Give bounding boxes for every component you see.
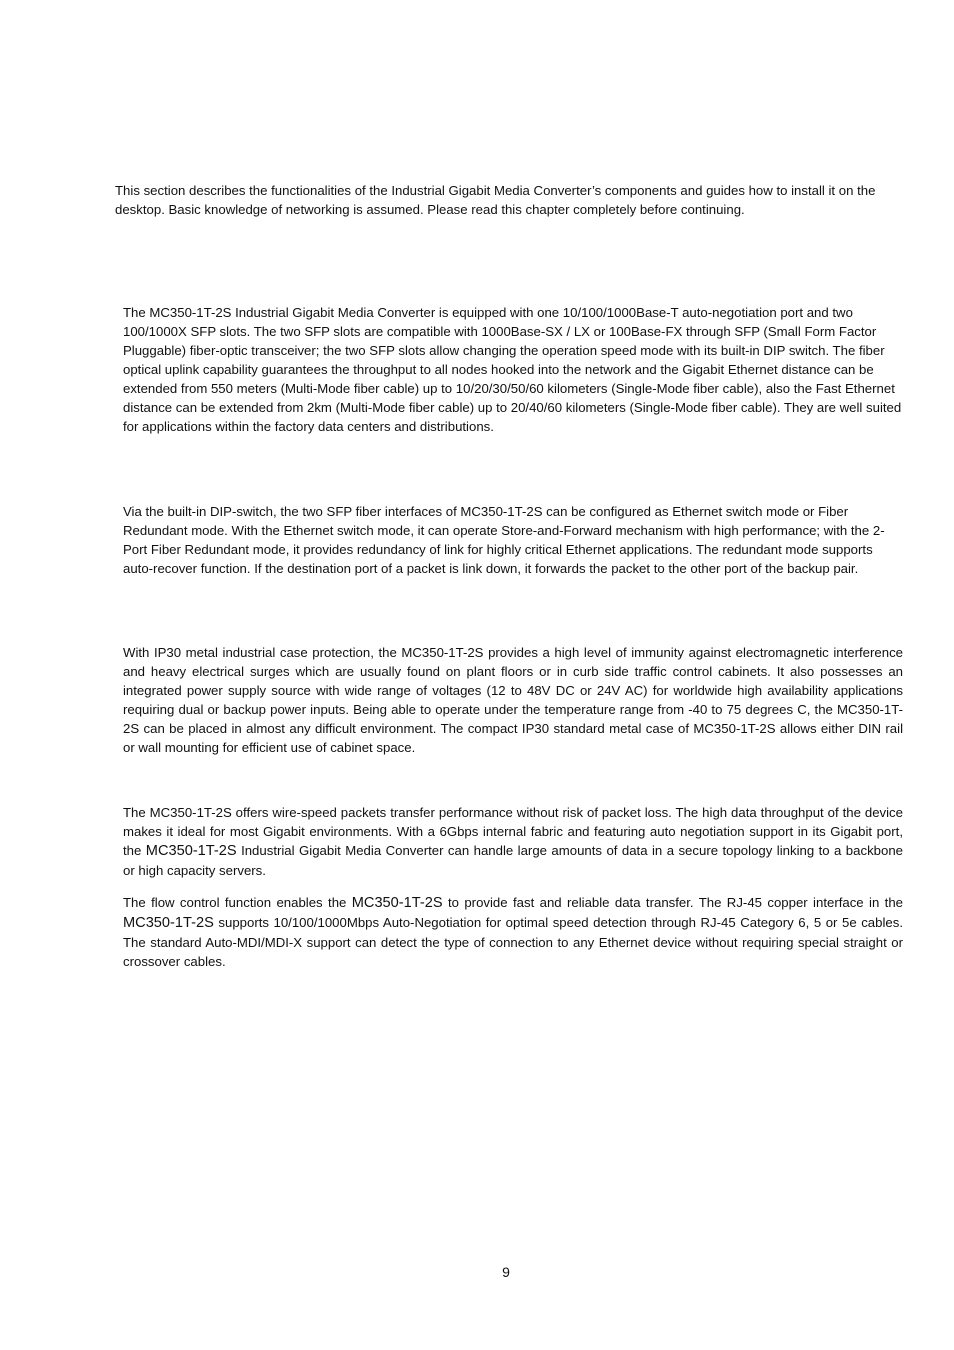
model-name: MC350-1T-2S [123, 915, 214, 931]
performance-text-1: The MC350-1T-2S offers wire-speed packets transfer performance without risk of packet loss. The high data throughput of the device makes it ideal for most Gigabit environments. With a 6Gbps internal fabric and featuring auto negotiation support in its Gigabit port, the [123, 805, 903, 858]
model-name: MC350-1T-2S [145, 843, 237, 859]
industrial-case-paragraph: With IP30 metal industrial case protection, the MC350-1T-2S provides a high level of immunity against electromagnetic interference and heavy electrical surges which are usually found on plant floors or in curb side traffic control cabinets. It also possesses an integrated power supply source with wide range of voltages (12 to 48V DC or 24V AC) for worldwide high availability applications requiring dual or backup power inputs. Being able to operate under the temperature range from -40 to 75 degrees C, the MC350-1T-2S can be placed in almost any difficult environment. The compact IP30 standard metal case of MC350-1T-2S allows either DIN rail or wall mounting for efficient use of cabinet space. [123, 645, 903, 755]
model-name: MC350-1T-2S [351, 895, 443, 911]
intro-paragraph: This section describes the functionalities of the Industrial Gigabit Media Converter’s components and guides how to install it on the desktop. Basic knowledge of networking is assumed. Please read this chapter completely before continuing. [115, 183, 876, 217]
flow-control-text-1: The flow control function enables the [123, 895, 352, 910]
flow-control-text-2: to provide fast and reliable data transfer. The RJ-45 copper interface in the [442, 895, 903, 910]
page-number: 9 [502, 1264, 510, 1280]
flow-control-paragraph [123, 893, 903, 971]
overview-paragraph: The MC350-1T-2S Industrial Gigabit Media Converter is equipped with one 10/100/1000Base-T auto-negotiation port and two 100/1000X SFP slots. The two SFP slots are compatible with 1000Base-SX / LX or 100Base-FX through SFP (Small Form Factor Pluggable) fiber-optic transceiver; the two SFP slots allow changing the operation speed mode with its built-in DIP switch. The fiber optical uplink capability guarantees the throughput to all nodes hooked into the network and the Gigabit Ethernet distance can be extended from 550 meters (Multi-Mode fiber cable) up to 10/20/30/50/60 kilometers (Single-Mode fiber cable), also the Fast Ethernet distance can be extended from 2km (Multi-Mode fiber cable) up to 20/40/60 kilometers (Single-Mode fiber cable). They are well suited for applications within the factory data centers and distributions. [123, 305, 902, 434]
performance-paragraph [123, 803, 903, 880]
flow-control-text-3: supports 10/100/1000Mbps Auto-Negotiation for optimal speed detection through RJ-45 Category 6, 5 or 5e cables. The standard Auto-MDI/MDI-X support can detect the type of connection to any Ethernet device without requiring special straight or crossover cables. [123, 915, 903, 969]
performance-text-2: Industrial Gigabit Media Converter can handle large amounts of data in a secure topology linking to a backbone or high capacity servers. [123, 843, 904, 878]
dip-switch-paragraph: Via the built-in DIP-switch, the two SFP fiber interfaces of MC350-1T-2S can be configured as Ethernet switch mode or Fiber Redundant mode. With the Ethernet switch mode, it can operate Store-and-Forward mechanism with high performance; with the 2-Port Fiber Redundant mode, it provides redundancy of link for highly critical Ethernet applications. The redundant mode supports auto-recover function. If the destination port of a packet is link down, it forwards the packet to the other port of the backup pair. [123, 504, 885, 576]
